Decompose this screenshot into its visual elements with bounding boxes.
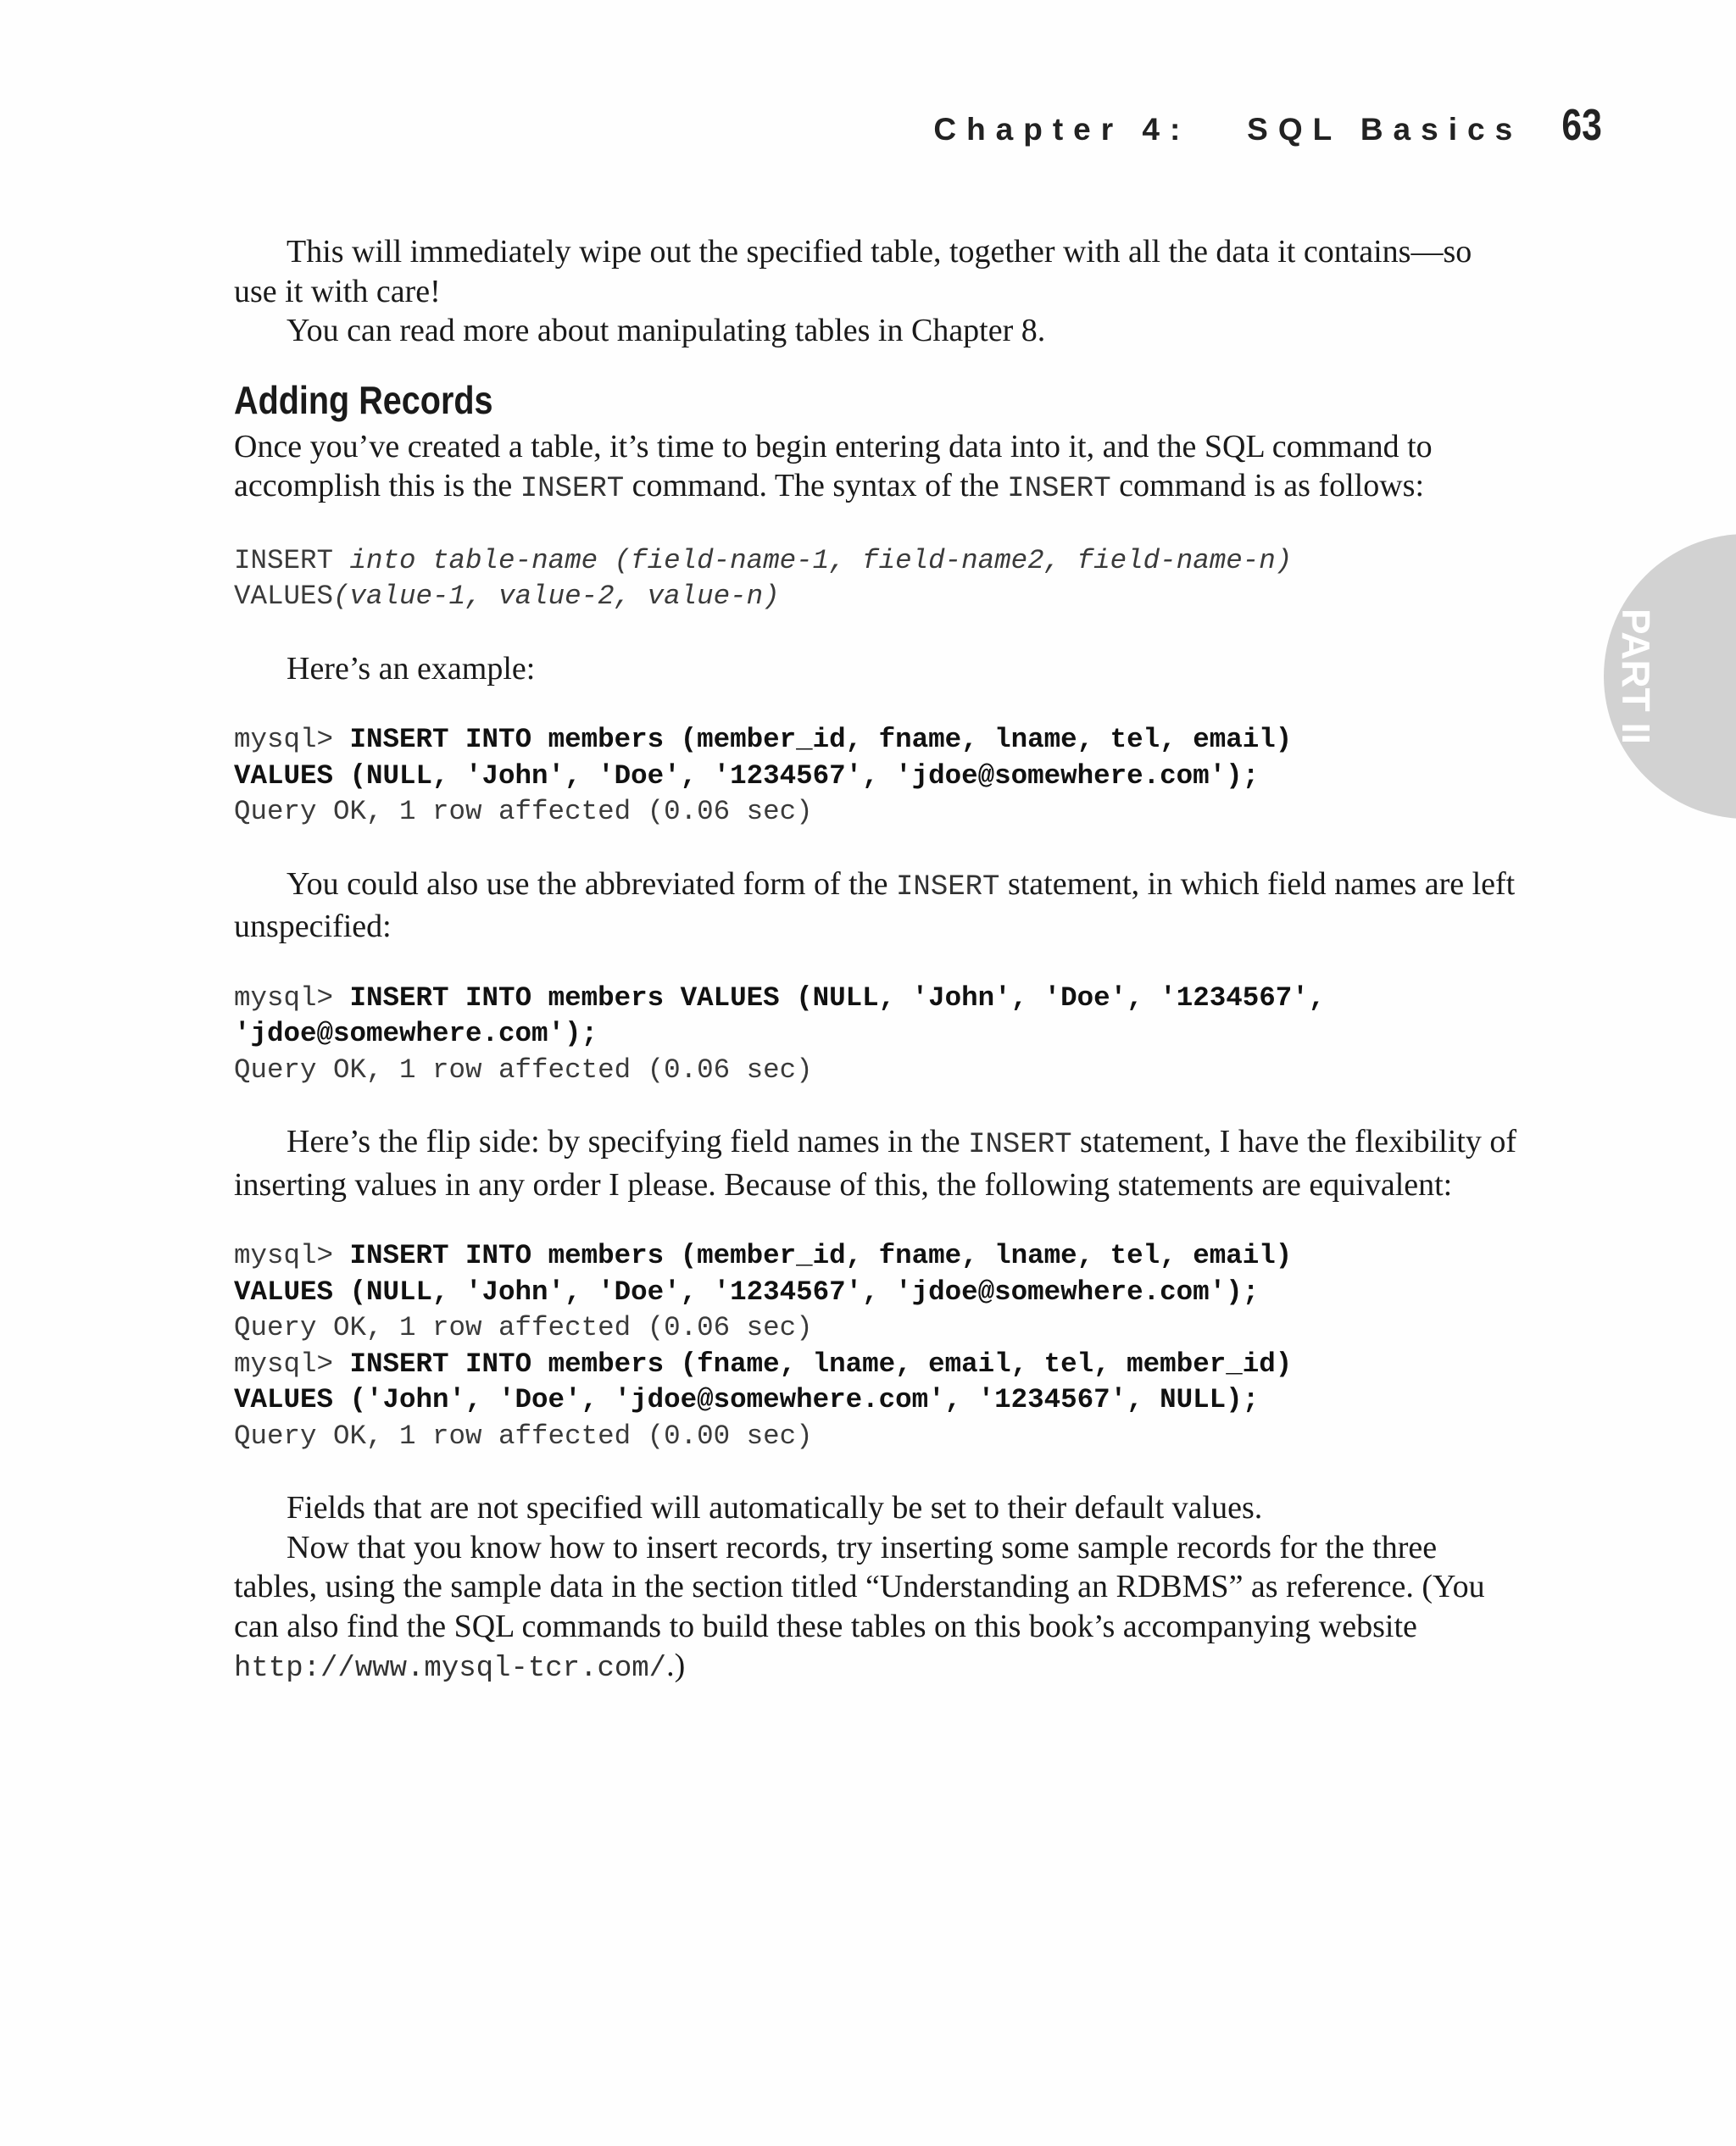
text-run: command. The syntax of the — [624, 468, 1008, 503]
closing-paragraph-1: Fields that are not specified will automatically be set to their default values. — [287, 1490, 1263, 1526]
text-run: .) — [666, 1648, 686, 1683]
running-head — [933, 100, 1602, 151]
code-command: INSERT INTO members VALUES (NULL, 'John', 'Doe', '1234567', — [349, 981, 1326, 1014]
code-prompt: mysql> — [234, 981, 350, 1014]
code-prompt: mysql> — [234, 724, 350, 755]
page-number: 63 — [1561, 101, 1602, 150]
section-heading: Adding Records — [234, 377, 493, 422]
page-content — [234, 232, 1522, 1689]
example-intro: Here’s an example: — [287, 650, 536, 687]
example-code-block-2 — [234, 981, 1522, 1089]
code-command: INSERT INTO members (member_id, fname, lname, tel, email) — [349, 1240, 1293, 1271]
code-result: Query OK, 1 row affected (0.06 sec) — [234, 796, 813, 827]
text-run: Now that you know how to insert records, try inserting some sample records for the three tables, using the sample data in the section titled “Understanding an RDBMS” as reference. (You can also find the SQL commands to build these tables on this book’s accompanying website — [234, 1529, 1485, 1644]
closing-paragraph-2 — [234, 1528, 1522, 1689]
part-tab-label: PART II — [1614, 608, 1658, 745]
syntax-code-block — [234, 543, 1522, 615]
abbrev-paragraph — [234, 865, 1522, 947]
example-code-block-3 — [234, 1238, 1522, 1454]
code-command: 'jdoe@somewhere.com'); — [234, 1018, 598, 1049]
inline-code: INSERT — [1007, 473, 1111, 505]
code-command: VALUES (NULL, 'John', 'Doe', '1234567', 'jdoe@somewhere.com'); — [234, 1276, 1260, 1308]
inline-code: INSERT — [520, 473, 625, 505]
text-run: You could also use the abbreviated form of the — [287, 865, 897, 902]
intro-paragraph-1: This will immediately wipe out the specified table, together with all the data it contains—so use it with care! — [234, 234, 1472, 309]
inline-code: INSERT — [968, 1129, 1072, 1161]
code-keyword: INSERT — [234, 544, 350, 576]
code-command: VALUES (NULL, 'John', 'Doe', '1234567', 'jdoe@somewhere.com'); — [234, 759, 1260, 792]
text-run: Once you’ve created a table, it’s time to begin entering data into it, and the SQL command to accomplish this is the — [234, 428, 1433, 503]
text-run: statement, I have the flexibility of inserting values in any order I please. Because of this, the following statements are equivalent: — [234, 1124, 1516, 1203]
code-prompt: mysql> — [234, 1348, 350, 1380]
code-result: Query OK, 1 row affected (0.06 sec) — [234, 1312, 813, 1343]
code-placeholder: (value-1, value-2, value-n) — [333, 581, 780, 612]
text-run: statement, in which field names are left unspecified: — [234, 865, 1516, 944]
code-keyword: VALUES — [234, 581, 334, 612]
text-run: Here’s the flip side: by specifying field names in the — [287, 1124, 969, 1159]
section-paragraph — [234, 427, 1522, 509]
code-command: VALUES ('John', 'Doe', 'jdoe@somewhere.com', '1234567', NULL); — [234, 1384, 1260, 1415]
flip-paragraph — [234, 1122, 1522, 1204]
running-title: Chapter 4: SQL Basics — [933, 112, 1523, 147]
example-code-block-1 — [234, 722, 1522, 831]
code-result: Query OK, 1 row affected (0.06 sec) — [234, 1054, 813, 1086]
text-run: command is as follows: — [1110, 468, 1425, 503]
code-prompt: mysql> — [234, 1240, 350, 1271]
inline-code: INSERT — [896, 870, 1000, 903]
intro-paragraph-2: You can read more about manipulating tables in Chapter 8. — [287, 313, 1046, 348]
code-placeholder: into table-name (field-name-1, field-name2, field-name-n) — [349, 544, 1293, 576]
website-url: http://www.mysql-tcr.com/ — [234, 1653, 667, 1685]
code-result: Query OK, 1 row affected (0.00 sec) — [234, 1420, 813, 1452]
code-command: INSERT INTO members (fname, lname, email, tel, member_id) — [349, 1348, 1293, 1380]
code-command: INSERT INTO members (member_id, fname, lname, tel, email) — [349, 724, 1293, 755]
